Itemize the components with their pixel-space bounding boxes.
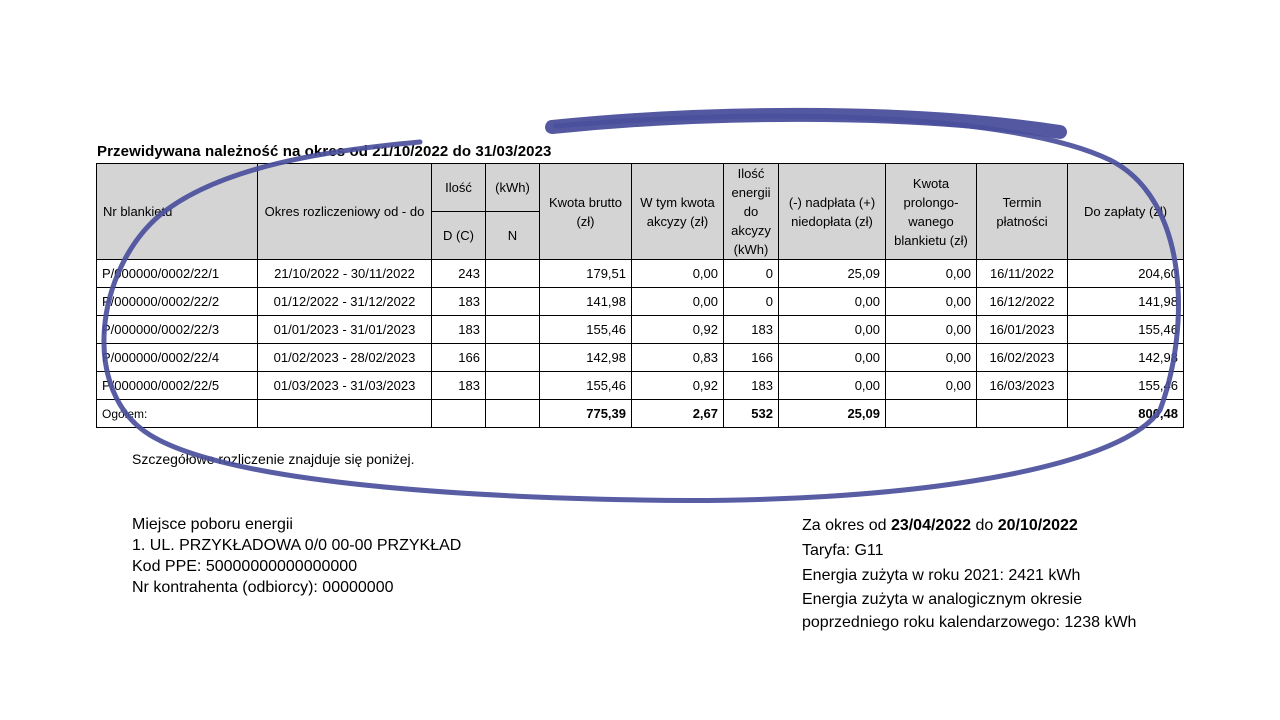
total-energia: 532 <box>724 400 779 428</box>
header-kwh: (kWh) <box>486 164 540 212</box>
cell-nr: P/000000/0002/22/5 <box>97 372 258 400</box>
cell-do-zaplaty: 155,46 <box>1068 372 1184 400</box>
total-row <box>97 400 1184 428</box>
cell-nadplata: 0,00 <box>779 344 886 372</box>
cell-energia: 183 <box>724 316 779 344</box>
cell-energia: 166 <box>724 344 779 372</box>
metering-point-heading: Miejsce poboru energii <box>132 516 293 533</box>
cell-prolongowany: 0,00 <box>886 372 977 400</box>
total-empty-termin <box>977 400 1068 428</box>
total-label: Ogółem: <box>97 400 258 428</box>
highlight-ellipse-stroke-start <box>552 115 1060 132</box>
period-from: 23/04/2022 <box>890 517 972 534</box>
cell-do-zaplaty: 155,46 <box>1068 316 1184 344</box>
cell-prolongowany: 0,00 <box>886 316 977 344</box>
cell-d: 166 <box>432 344 486 372</box>
cell-nr: P/000000/0002/22/4 <box>97 344 258 372</box>
header-nr-blankietu: Nr blankietu <box>97 164 258 260</box>
cell-okres: 01/02/2023 - 28/02/2023 <box>258 344 432 372</box>
cell-prolongowany: 0,00 <box>886 344 977 372</box>
cell-nr: P/000000/0002/22/3 <box>97 316 258 344</box>
header-nadplata: (-) nadpłata (+) niedopłata (zł) <box>779 164 886 260</box>
cell-termin: 16/12/2022 <box>977 288 1068 316</box>
header-akcyza: W tym kwota akcyzy (zł) <box>632 164 724 260</box>
cell-nadplata: 0,00 <box>779 372 886 400</box>
cell-n <box>486 344 540 372</box>
cell-do-zaplaty: 204,60 <box>1068 260 1184 288</box>
total-empty-prolongowany <box>886 400 977 428</box>
cell-akcyza: 0,83 <box>632 344 724 372</box>
period-line <box>802 513 1142 538</box>
total-empty-d <box>432 400 486 428</box>
cell-n <box>486 316 540 344</box>
ppe-code: Kod PPE: 50000000000000000 <box>132 558 358 575</box>
table-row <box>97 372 1184 400</box>
period-to: 20/10/2022 <box>997 517 1078 534</box>
table-row <box>97 344 1184 372</box>
cell-energia: 0 <box>724 260 779 288</box>
cell-okres: 01/12/2022 - 31/12/2022 <box>258 288 432 316</box>
billing-table <box>96 163 1184 428</box>
metering-point-address: 1. UL. PRZYKŁADOWA 0/0 00-00 PRZYKŁAD <box>132 537 462 554</box>
cell-prolongowany: 0,00 <box>886 288 977 316</box>
cell-akcyza: 0,92 <box>632 372 724 400</box>
details-note: Szczegółowe rozliczenie znajduje się poniżej. <box>132 451 415 467</box>
cell-brutto: 179,51 <box>540 260 632 288</box>
cell-brutto: 141,98 <box>540 288 632 316</box>
header-d-c: D (C) <box>432 212 486 260</box>
cell-d: 183 <box>432 372 486 400</box>
table-row <box>97 260 1184 288</box>
energy-analogous-period: Energia zużyta w analogicznym okresie poprzedniego roku kalendarzowego: 1238 kWh <box>802 591 1137 631</box>
header-do-zaplaty: Do zapłaty (zł) <box>1068 164 1184 260</box>
total-empty-n <box>486 400 540 428</box>
header-prolongowany: Kwota prolongo-wanego blankietu (zł) <box>886 164 977 260</box>
cell-okres: 01/03/2023 - 31/03/2023 <box>258 372 432 400</box>
cell-prolongowany: 0,00 <box>886 260 977 288</box>
total-do-zaplaty: 800,48 <box>1068 400 1184 428</box>
cell-okres: 21/10/2022 - 30/11/2022 <box>258 260 432 288</box>
cell-akcyza: 0,00 <box>632 260 724 288</box>
cell-d: 243 <box>432 260 486 288</box>
metering-point-info <box>132 514 461 598</box>
header-energia-akcyza: Ilość energii do akcyzy (kWh) <box>724 164 779 260</box>
total-akcyza: 2,67 <box>632 400 724 428</box>
customer-number: Nr kontrahenta (odbiorcy): 00000000 <box>132 579 394 596</box>
table-row <box>97 288 1184 316</box>
cell-akcyza: 0,00 <box>632 288 724 316</box>
cell-termin: 16/02/2023 <box>977 344 1068 372</box>
total-empty-okres <box>258 400 432 428</box>
cell-nr: P/000000/0002/22/2 <box>97 288 258 316</box>
header-termin: Termin płatności <box>977 164 1068 260</box>
energy-2021: Energia zużyta w roku 2021: 2421 kWh <box>802 567 1081 584</box>
cell-n <box>486 372 540 400</box>
cell-do-zaplaty: 141,98 <box>1068 288 1184 316</box>
cell-d: 183 <box>432 316 486 344</box>
cell-nadplata: 0,00 <box>779 316 886 344</box>
cell-d: 183 <box>432 288 486 316</box>
document-title: Przewidywana należność na okres od 21/10/2022 do 31/03/2023 <box>97 143 552 160</box>
total-nadplata: 25,09 <box>779 400 886 428</box>
cell-okres: 01/01/2023 - 31/01/2023 <box>258 316 432 344</box>
tariff: Taryfa: G11 <box>802 542 884 559</box>
table-row <box>97 316 1184 344</box>
header-n: N <box>486 212 540 260</box>
period-prefix: Za okres od <box>802 517 887 534</box>
cell-akcyza: 0,92 <box>632 316 724 344</box>
cell-termin: 16/11/2022 <box>977 260 1068 288</box>
period-mid: do <box>975 517 994 534</box>
cell-brutto: 142,98 <box>540 344 632 372</box>
cell-nr: P/000000/0002/22/1 <box>97 260 258 288</box>
header-kwota-brutto: Kwota brutto (zł) <box>540 164 632 260</box>
cell-do-zaplaty: 142,98 <box>1068 344 1184 372</box>
cell-nadplata: 25,09 <box>779 260 886 288</box>
header-okres: Okres rozliczeniowy od - do <box>258 164 432 260</box>
cell-termin: 16/03/2023 <box>977 372 1068 400</box>
cell-energia: 183 <box>724 372 779 400</box>
period-info <box>802 513 1142 634</box>
cell-brutto: 155,46 <box>540 316 632 344</box>
cell-n <box>486 288 540 316</box>
total-brutto: 775,39 <box>540 400 632 428</box>
cell-brutto: 155,46 <box>540 372 632 400</box>
cell-energia: 0 <box>724 288 779 316</box>
cell-termin: 16/01/2023 <box>977 316 1068 344</box>
cell-nadplata: 0,00 <box>779 288 886 316</box>
cell-n <box>486 260 540 288</box>
header-ilosc: Ilość <box>432 164 486 212</box>
